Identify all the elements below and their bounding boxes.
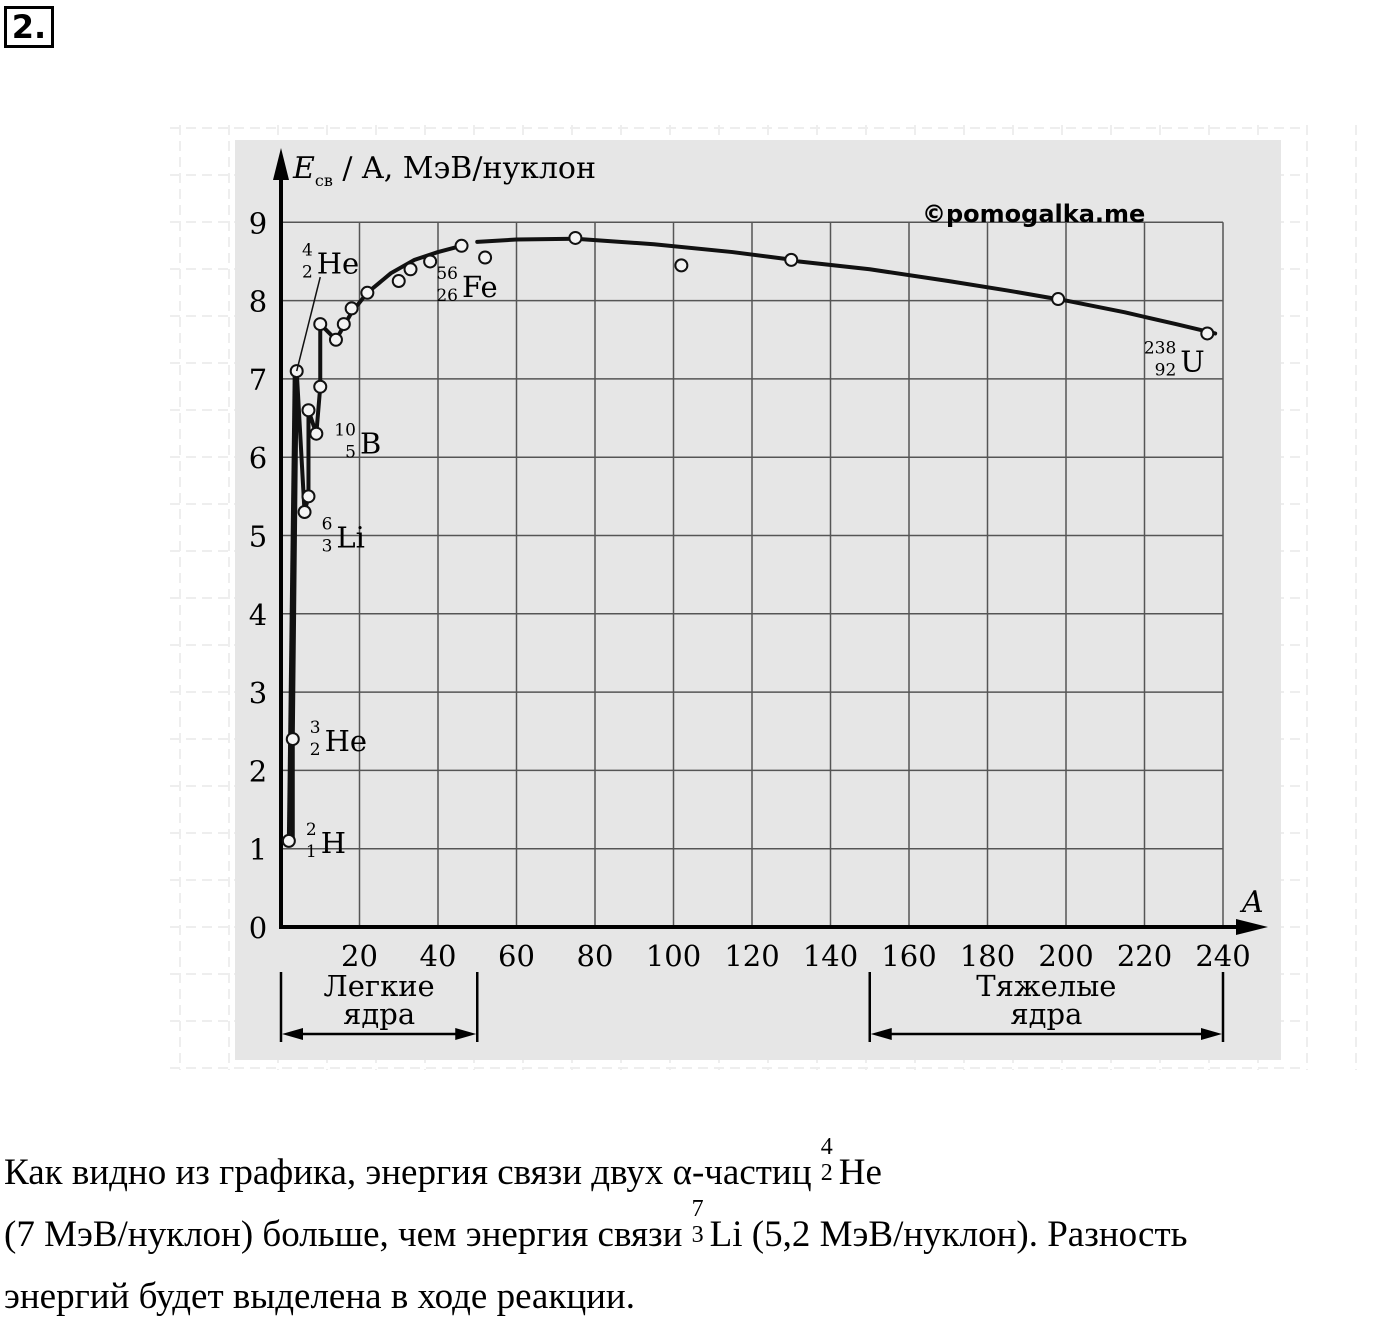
x-tick-label: 220 — [1116, 939, 1173, 973]
nuclide-symbol: H — [320, 825, 346, 860]
x-tick-label: 80 — [576, 939, 614, 973]
nuclide-charge-number: 5 — [345, 442, 356, 463]
data-point — [456, 240, 468, 252]
explanation-line-1: Как видно из графика, энергия связи двух α-частиц 4 2 He — [4, 1134, 882, 1193]
y-tick-label: 5 — [248, 519, 268, 554]
chart-background — [235, 140, 1281, 1060]
nuclide-mass-number: 10 — [334, 420, 356, 441]
data-point — [393, 275, 405, 287]
nuclide-symbol: Fe — [462, 269, 498, 304]
x-tick-label: 40 — [419, 939, 457, 973]
data-point — [287, 733, 299, 745]
data-point — [299, 506, 311, 518]
nuclide-symbol: B — [359, 426, 382, 461]
nuclide-charge-number: 2 — [309, 740, 321, 761]
nuclide-symbol: U — [1180, 344, 1205, 379]
x-tick-label: 20 — [341, 939, 378, 973]
x-tick-label: 100 — [645, 939, 702, 973]
nuclide-mass-number: 56 — [436, 263, 458, 284]
x-tick-label: 120 — [724, 939, 780, 973]
data-point — [283, 835, 295, 847]
explanation-text — [4, 1134, 1400, 1328]
y-tick-label: 3 — [248, 676, 268, 711]
data-point — [1201, 327, 1213, 339]
region-label-line-1: Тяжелые — [976, 969, 1117, 1003]
nuclide-mass-number: 238 — [1143, 338, 1177, 359]
nuclide-mass-number: 2 — [305, 819, 317, 840]
x-tick-label: 140 — [802, 939, 859, 973]
x-tick-label: 160 — [881, 939, 937, 973]
data-point — [361, 287, 373, 299]
data-point — [785, 254, 797, 266]
nuclide-li-notation: 7 3 — [691, 1196, 704, 1248]
data-point — [569, 232, 581, 244]
data-point — [424, 255, 436, 267]
region-label-line-2: ядра — [343, 997, 416, 1031]
explanation-line-3: энергий будет выделена в ходе реакции. — [4, 1276, 635, 1317]
nuclide-mass-number: 4 — [301, 240, 313, 261]
nuclide-charge-number: 92 — [1154, 360, 1177, 381]
data-point — [302, 490, 314, 502]
x-axis-label: A — [1242, 885, 1264, 920]
data-point — [346, 302, 358, 314]
data-point — [310, 428, 322, 440]
nuclide-symbol: He — [324, 724, 368, 759]
problem-number: 2. — [4, 6, 54, 48]
data-point — [302, 404, 314, 416]
x-tick-label: 200 — [1038, 939, 1094, 973]
data-point — [314, 381, 326, 393]
x-tick-label: 240 — [1195, 939, 1251, 973]
watermark: ©pomogalka.me — [922, 200, 1146, 228]
nuclide-charge-number: 26 — [436, 285, 458, 306]
nuclide-symbol: Li — [336, 520, 365, 555]
data-point — [405, 263, 417, 275]
data-point — [314, 318, 326, 330]
data-point — [330, 334, 342, 346]
data-point — [1052, 293, 1064, 305]
nuclide-charge-number: 2 — [301, 262, 313, 283]
y-axis-label: $E_{св}$ / A, МэВ/нуклон — [293, 151, 596, 190]
nuclide-mass-number: 3 — [309, 718, 321, 739]
data-point — [338, 318, 350, 330]
y-tick-label: 6 — [248, 441, 268, 476]
x-tick-label: 60 — [498, 939, 535, 973]
y-tick-label: 9 — [248, 206, 268, 241]
explanation-line-2: (7 МэВ/нуклон) больше, чем энергия связи 7 3 Li (5,2 МэВ/нуклон). Разность — [4, 1196, 1188, 1255]
nuclide-he-notation: 4 2 — [820, 1134, 833, 1186]
y-tick-label: 1 — [248, 832, 268, 867]
data-point — [479, 252, 491, 264]
nuclide-charge-number: 3 — [321, 536, 333, 557]
nuclide-symbol: He — [316, 246, 360, 281]
y-tick-label: 8 — [248, 284, 268, 319]
y-tick-label: 7 — [248, 362, 268, 397]
x-tick-label: 180 — [959, 939, 1016, 973]
nuclide-mass-number: 6 — [321, 514, 333, 535]
y-tick-label: 2 — [248, 754, 268, 789]
y-tick-label: 0 — [248, 911, 268, 945]
region-label-line-1: Легкие — [323, 969, 435, 1003]
data-point — [675, 259, 687, 271]
nuclide-charge-number: 1 — [305, 841, 317, 862]
region-label-line-2: ядра — [1010, 997, 1083, 1031]
y-tick-label: 4 — [248, 597, 268, 632]
